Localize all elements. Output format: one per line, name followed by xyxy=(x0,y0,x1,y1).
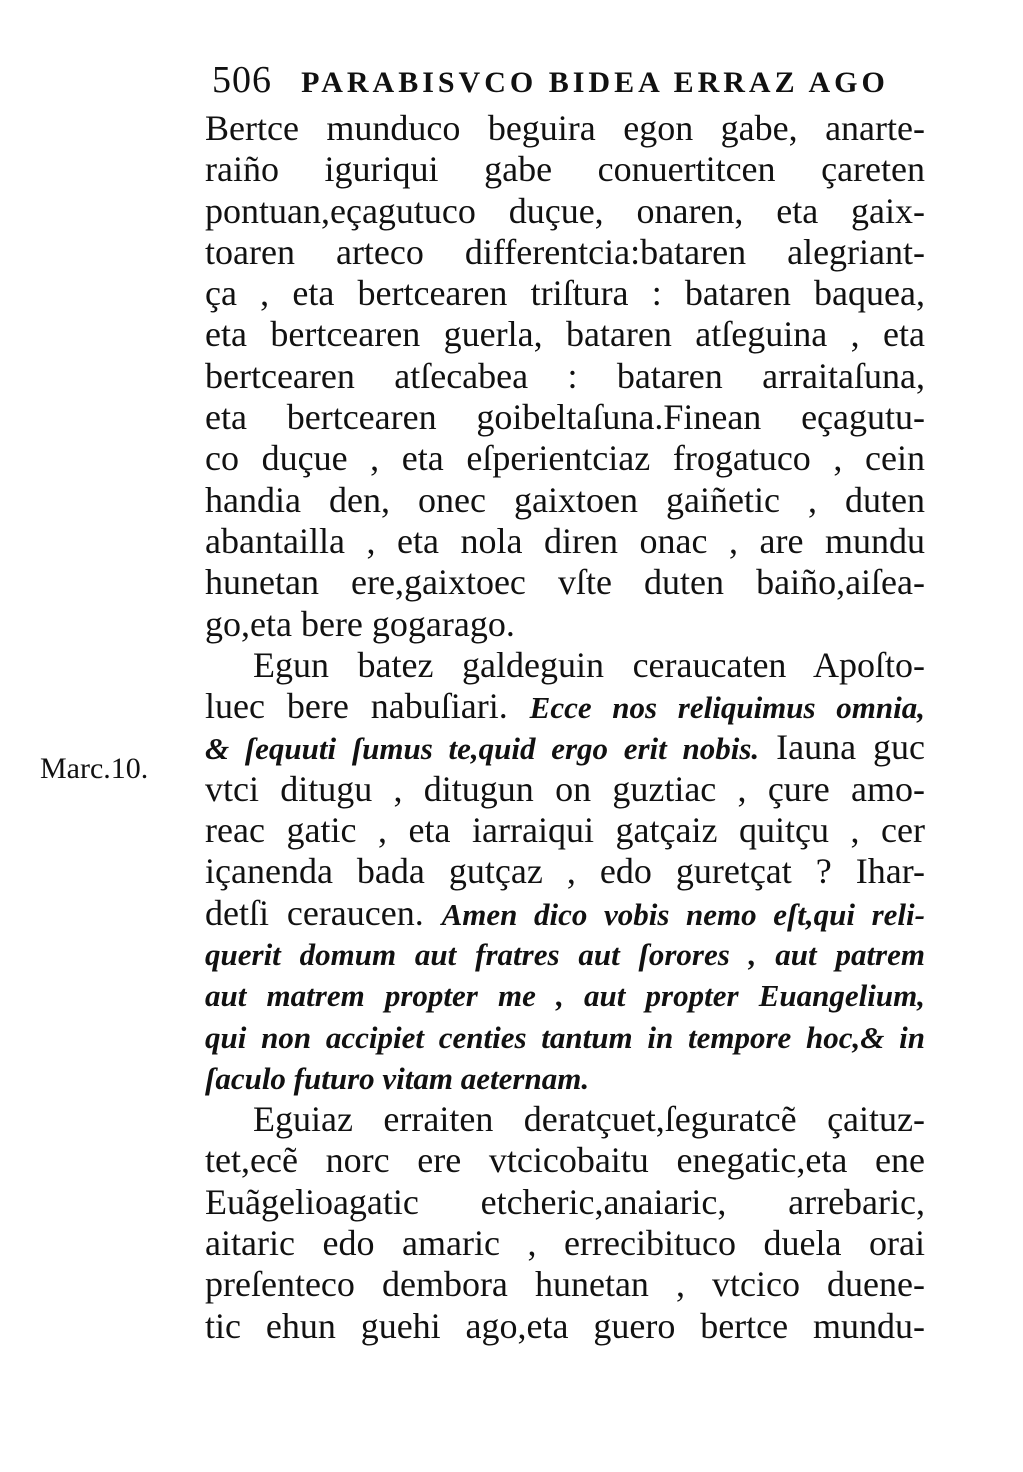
text-line: abantailla , eta nola diren onac , are mundu xyxy=(205,520,925,561)
text-line: aitaric edo amaric , errecibituco duela orai xyxy=(205,1223,925,1264)
text-line: vtci ditugu , ditugun on guztiac , çure amo- xyxy=(205,768,925,809)
latin-quotation: Amen dico vobis nemo eſt,qui reli- xyxy=(441,896,925,932)
latin-quotation-line: ſaculo futuro vitam aeternam. xyxy=(205,1060,590,1096)
latin-quotation: Ecce nos reliquimus omnia, xyxy=(529,690,925,726)
text-line: luec bere nabuſiari. Ecce nos reliquimus omnia, xyxy=(205,686,925,727)
latin-quotation-line: qui non accipiet centies tantum in tempore hoc,& in xyxy=(205,1019,925,1055)
text-line: Egun batez galdeguin ceraucaten Apoſto- xyxy=(253,644,925,685)
text-line: Eguiaz erraiten deratçuet,ſeguratcẽ çaituz- xyxy=(253,1099,925,1140)
page-number: 506 xyxy=(212,59,272,101)
text-line: handia den, onec gaixtoen gaiñetic , duten xyxy=(205,479,925,520)
latin-quotation-line: aut matrem propter me , aut propter Euangelium, xyxy=(205,978,925,1014)
text-line: reac gatic , eta iarraiqui gatçaiz quitçu , cer xyxy=(205,810,925,851)
text-line: tet,ecẽ norc ere vtcicobaitu enegatic,eta ene xyxy=(205,1140,925,1181)
latin-quotation: & ſequuti ſumus te,quid ergo erit nobis. xyxy=(205,731,760,767)
text-line: Euãgelioagatic etcheric,anaiaric, arrebaric, xyxy=(205,1181,925,1222)
text-line: tic ehun guehi ago,eta guero bertce mundu- xyxy=(205,1305,925,1346)
running-head xyxy=(212,58,932,104)
text-line: pontuan,eçagutuco duçue, onaren, eta gaix- xyxy=(205,190,925,231)
text-line: Bertce munduco beguira egon gabe, anarte- xyxy=(205,108,925,148)
text-line: eta bertcearen goibeltaſuna.Finean eçagutu- xyxy=(205,397,925,438)
text-line: go,eta bere gogarago. xyxy=(205,603,515,644)
running-title: PARABISVCO BIDEA ERRAZ AGO xyxy=(301,66,889,99)
latin-quotation-line: querit domum aut fratres aut ſorores , aut patrem xyxy=(205,936,925,972)
text-line: eta bertcearen guerla, bataren atſeguina , eta xyxy=(205,314,925,355)
text-line: co duçue , eta eſperientciaz frogatuco , cein xyxy=(205,438,925,479)
text-line: hunetan ere,gaixtoec vſte duten baiño,aiſea- xyxy=(205,562,925,603)
margin-note: Marc.10. xyxy=(40,752,149,785)
text-line: preſenteco dembora hunetan , vtcico duene- xyxy=(205,1264,925,1305)
text-line: ça , eta bertcearen triſtura : bataren baquea, xyxy=(205,273,925,314)
text-line: & ſequuti ſumus te,quid ergo erit nobis. Iauna guc xyxy=(205,727,925,768)
text-line: raiño iguriqui gabe conuertitcen çareten xyxy=(205,149,925,190)
text-line: içanenda bada gutçaz , edo guretçat ? Ihar- xyxy=(205,851,925,892)
text-line: detſi ceraucen. Amen dico vobis nemo eſt,qui reli- xyxy=(205,892,925,933)
text-line: toaren arteco differentcia:bataren alegriant- xyxy=(205,231,925,272)
body-text xyxy=(205,108,925,1347)
text-line: bertcearen atſecabea : bataren arraitaſuna, xyxy=(205,355,925,396)
